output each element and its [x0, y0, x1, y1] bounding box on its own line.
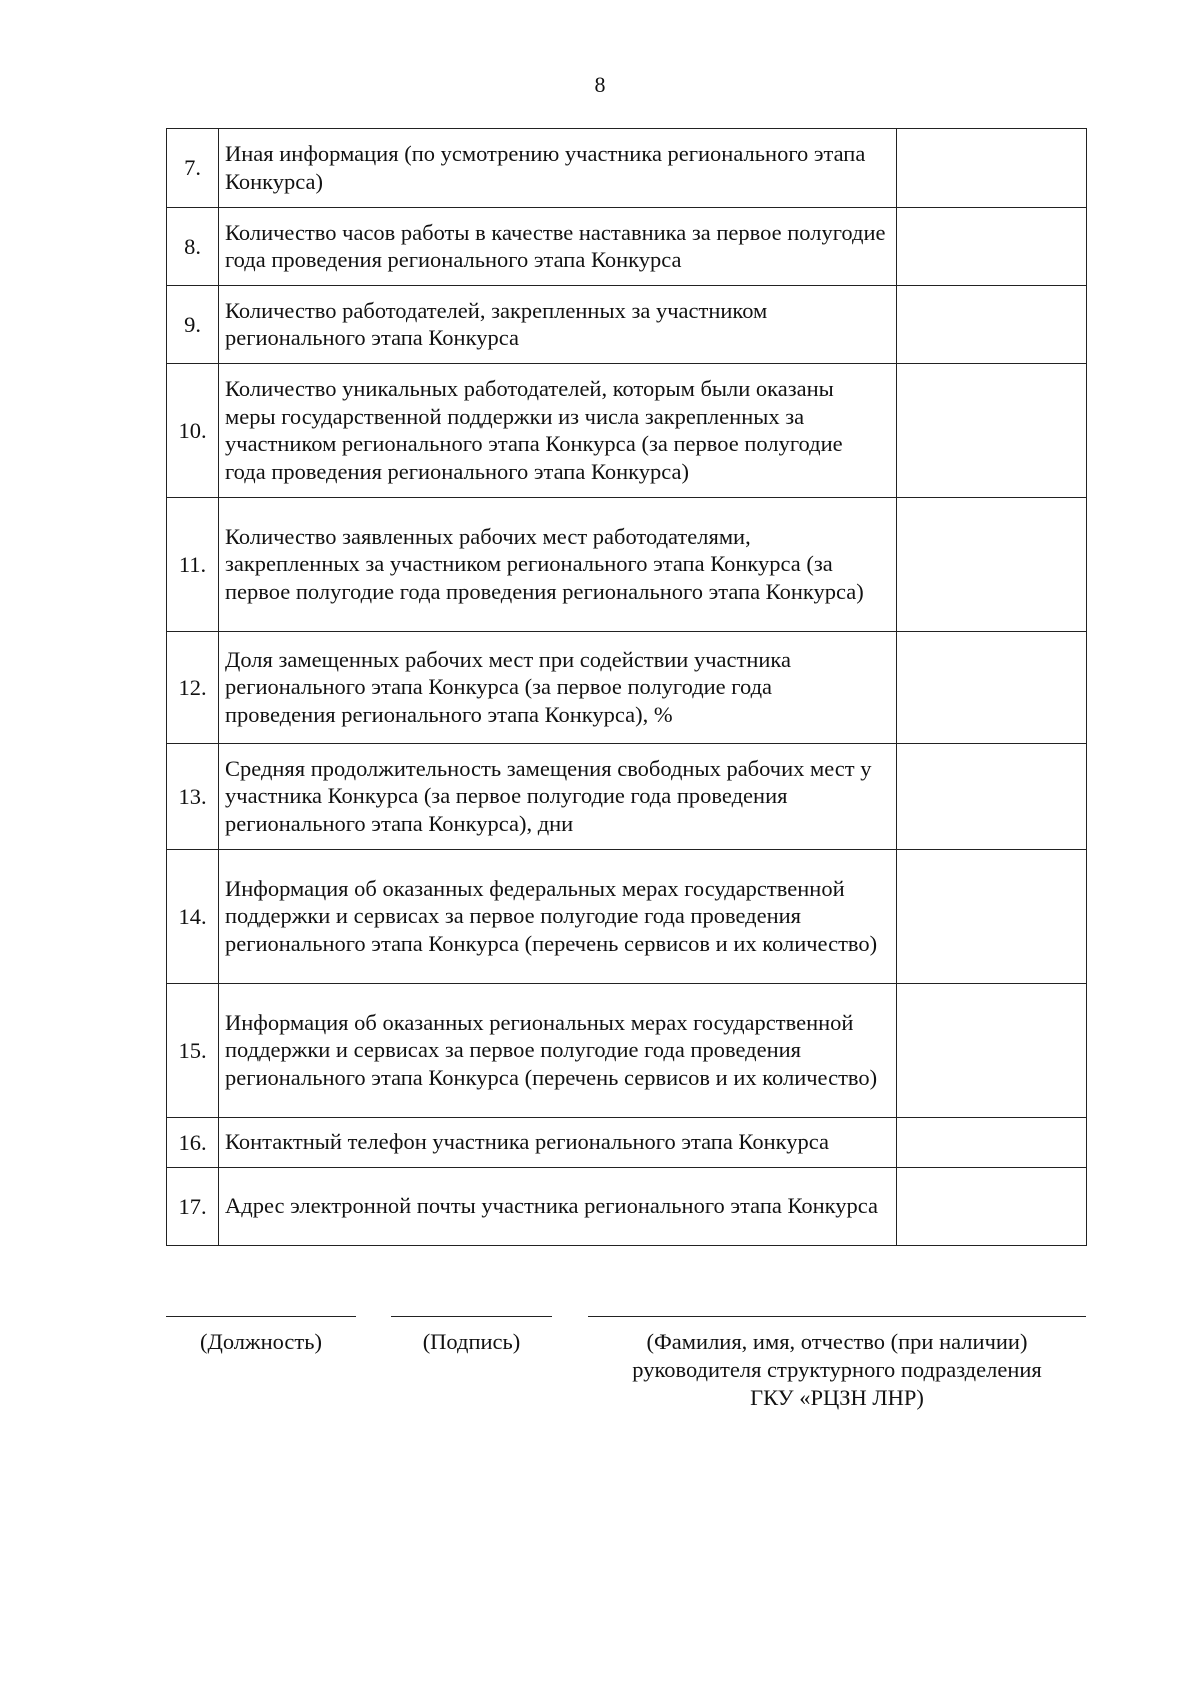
row-value-cell	[897, 984, 1087, 1118]
table-row	[167, 744, 1087, 850]
name-caption	[588, 1328, 1086, 1412]
row-value-cell	[897, 632, 1087, 744]
row-text: Средняя продолжительность замещения свободных рабочих мест у участника Конкурса (за первое полугодие года проведения регионального этапа Конкурса), дни	[219, 744, 897, 850]
row-number: 13.	[167, 744, 219, 850]
position-line	[166, 1316, 356, 1317]
name-caption-line: (Фамилия, имя, отчество (при наличии)	[646, 1329, 1028, 1354]
signature-line	[391, 1316, 552, 1317]
row-text: Контактный телефон участника регионального этапа Конкурса	[219, 1118, 897, 1168]
row-text: Количество работодателей, закрепленных за участником регионального этапа Конкурса	[219, 286, 897, 364]
name-line	[588, 1316, 1086, 1317]
name-caption-line: руководителя структурного подразделения	[632, 1357, 1042, 1382]
row-number: 11.	[167, 498, 219, 632]
row-number: 16.	[167, 1118, 219, 1168]
table-row	[167, 286, 1087, 364]
row-value-cell	[897, 1118, 1087, 1168]
row-number: 7.	[167, 129, 219, 208]
row-number: 17.	[167, 1168, 219, 1246]
name-caption-line: ГКУ «РЦЗН ЛНР)	[750, 1385, 924, 1410]
row-number: 15.	[167, 984, 219, 1118]
signature-block	[0, 1316, 1200, 1446]
row-number: 10.	[167, 364, 219, 498]
table-row	[167, 632, 1087, 744]
row-number: 14.	[167, 850, 219, 984]
row-text: Количество уникальных работодателей, которым были оказаны меры государственной поддержки из числа закрепленных за участником регионального этапа Конкурса (за первое полугодие года проведения регионального этапа Конкурса)	[219, 364, 897, 498]
row-value-cell	[897, 129, 1087, 208]
table-row	[167, 208, 1087, 286]
row-value-cell	[897, 364, 1087, 498]
row-value-cell	[897, 286, 1087, 364]
row-number: 8.	[167, 208, 219, 286]
row-number: 12.	[167, 632, 219, 744]
table-row	[167, 364, 1087, 498]
table-row	[167, 850, 1087, 984]
row-number: 9.	[167, 286, 219, 364]
row-value-cell	[897, 498, 1087, 632]
row-text: Доля замещенных рабочих мест при содействии участника регионального этапа Конкурса (за первое полугодие года проведения регионального этапа Конкурса), %	[219, 632, 897, 744]
row-text: Информация об оказанных региональных мерах государственной поддержки и сервисах за первое полугодие года проведения регионального этапа Конкурса (перечень сервисов и их количество)	[219, 984, 897, 1118]
row-text: Информация об оказанных федеральных мерах государственной поддержки и сервисах за первое полугодие года проведения регионального этапа Конкурса (перечень сервисов и их количество)	[219, 850, 897, 984]
table-row	[167, 129, 1087, 208]
table-row	[167, 1168, 1087, 1246]
row-value-cell	[897, 208, 1087, 286]
row-text: Количество заявленных рабочих мест работодателями, закрепленных за участником регионального этапа Конкурса (за первое полугодие года проведения регионального этапа Конкурса)	[219, 498, 897, 632]
row-text: Адрес электронной почты участника регионального этапа Конкурса	[219, 1168, 897, 1246]
signature-caption: (Подпись)	[422, 1329, 521, 1354]
row-value-cell	[897, 744, 1087, 850]
row-text: Количество часов работы в качестве наставника за первое полугодие года проведения регионального этапа Конкурса	[219, 208, 897, 286]
form-table	[166, 128, 1087, 1246]
table-row	[167, 984, 1087, 1118]
page-number: 8	[594, 72, 606, 97]
table-row	[167, 1118, 1087, 1168]
position-caption: (Должность)	[200, 1329, 322, 1354]
table-row	[167, 498, 1087, 632]
row-value-cell	[897, 850, 1087, 984]
row-text: Иная информация (по усмотрению участника регионального этапа Конкурса)	[219, 129, 897, 208]
row-value-cell	[897, 1168, 1087, 1246]
